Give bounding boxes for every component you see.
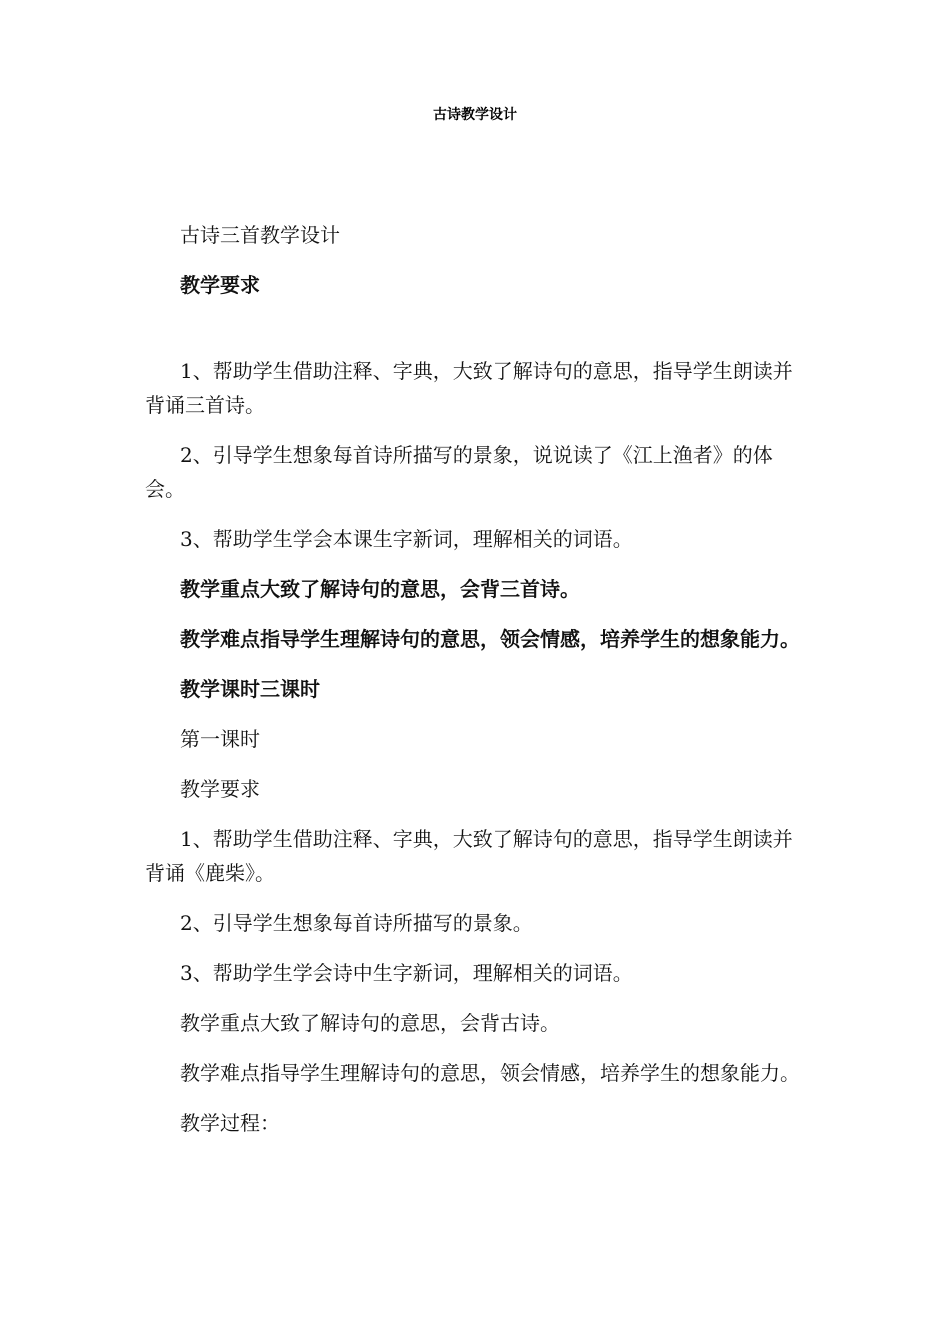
section-heading-requirements: 教学要求 [180,273,260,297]
requirement-3: 3、帮助学生学会本课生字新词，理解相关的词语。 [180,527,633,551]
difficult-points: 教学难点指导学生理解诗句的意思，领会情感，培养学生的想象能力。 [180,627,800,651]
lesson-one-requirement-2: 2、引导学生想象每首诗所描写的景象。 [180,911,533,935]
teaching-process-heading: 教学过程： [180,1111,280,1135]
class-hours: 教学课时三课时 [180,677,320,701]
lesson-one-heading: 第一课时 [180,727,260,751]
requirement-1: 1、帮助学生借助注释、字典，大致了解诗句的意思，指导学生朗读并背诵三首诗。 [145,359,793,417]
key-points: 教学重点大致了解诗句的意思，会背三首诗。 [180,577,580,601]
page-header: 古诗教学设计 [433,107,517,123]
document-body [145,218,810,1140]
lesson-one-requirements-heading: 教学要求 [180,777,260,801]
lesson-one-difficult-points: 教学难点指导学生理解诗句的意思，领会情感，培养学生的想象能力。 [180,1061,800,1085]
lesson-one-requirement-1: 1、帮助学生借助注释、字典，大致了解诗句的意思，指导学生朗读并背诵《鹿柴》。 [145,827,793,885]
lesson-one-requirement-3: 3、帮助学生学会诗中生字新词，理解相关的词语。 [180,961,633,985]
lesson-one-key-points: 教学重点大致了解诗句的意思，会背古诗。 [180,1011,560,1035]
doc-title: 古诗三首教学设计 [180,223,340,247]
requirement-2: 2、引导学生想象每首诗所描写的景象，说说读了《江上渔者》的体会。 [145,443,773,501]
